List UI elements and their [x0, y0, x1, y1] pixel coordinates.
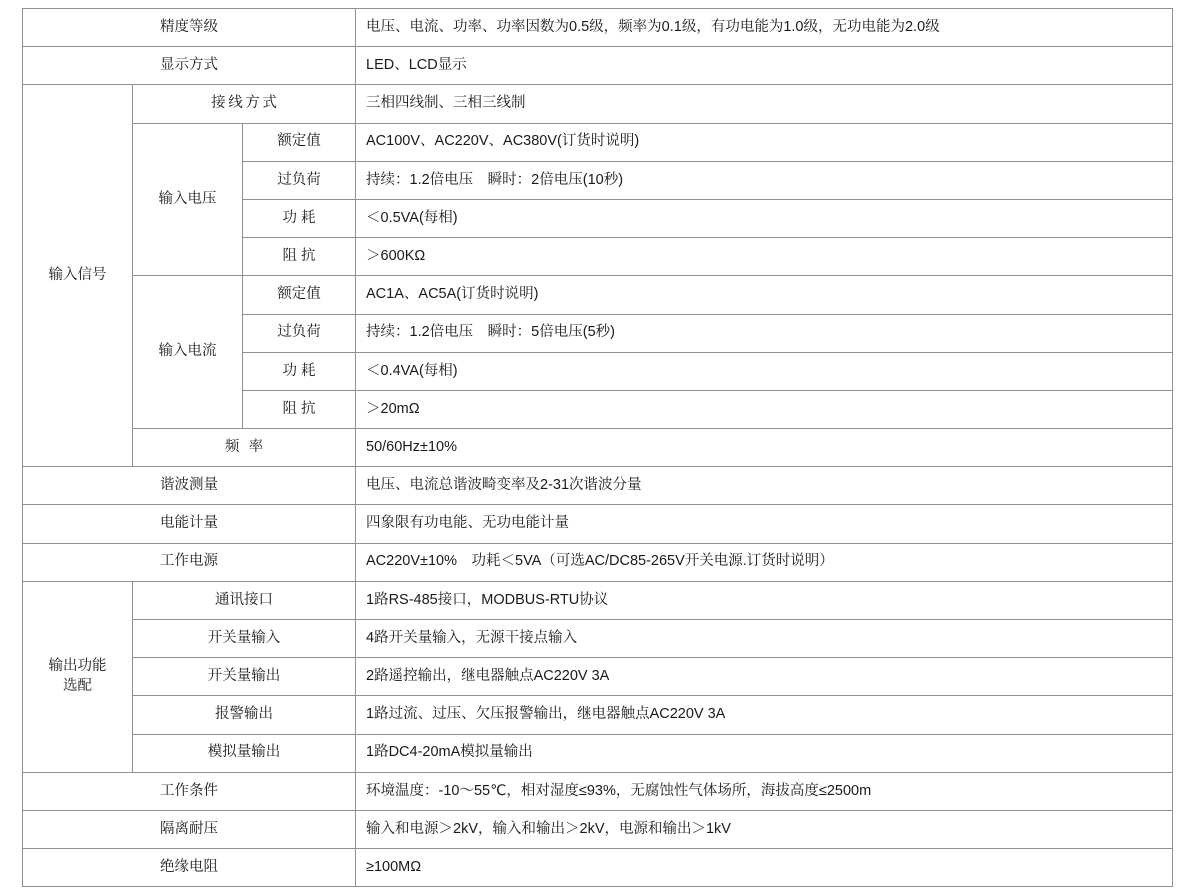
row-value: AC220V±10% 功耗＜5VA（可选AC/DC85-265V开关电源.订货时说明）	[356, 543, 1173, 581]
table-row	[23, 467, 1173, 505]
row-label: 电能计量	[23, 505, 356, 543]
table-row	[23, 276, 1173, 314]
row-value: 1路过流、过压、欠压报警输出，继电器触点AC220V 3A	[356, 696, 1173, 734]
row-value: 4路开关量输入，无源干接点输入	[356, 620, 1173, 658]
row-label: 接线方式	[133, 85, 356, 123]
row-value: 持续：1.2倍电压 瞬时：2倍电压(10秒)	[356, 161, 1173, 199]
row-label: 模拟量输出	[133, 734, 356, 772]
row-label: 开关量输出	[133, 658, 356, 696]
specification-table-body	[23, 9, 1173, 887]
row-label: 阻 抗	[243, 238, 356, 276]
row-label: 功 耗	[243, 352, 356, 390]
row-value: 50/60Hz±10%	[356, 429, 1173, 467]
row-value: ＜0.4VA(每相)	[356, 352, 1173, 390]
row-value: AC1A、AC5A(订货时说明)	[356, 276, 1173, 314]
table-row	[23, 123, 1173, 161]
row-label: 功 耗	[243, 199, 356, 237]
row-label: 谐波测量	[23, 467, 356, 505]
row-value: 电压、电流、功率、功率因数为0.5级，频率为0.1级，有功电能为1.0级，无功电能为2.0级	[356, 9, 1173, 47]
row-value: 三相四线制、三相三线制	[356, 85, 1173, 123]
row-label: 额定值	[243, 123, 356, 161]
table-row	[23, 620, 1173, 658]
row-label: 绝缘电阻	[23, 849, 356, 887]
row-value: 1路RS-485接口，MODBUS-RTU协议	[356, 581, 1173, 619]
row-value: ＞600KΩ	[356, 238, 1173, 276]
table-row	[23, 658, 1173, 696]
group-label-input-signal: 输入信号	[23, 85, 133, 467]
row-value: LED、LCD显示	[356, 47, 1173, 85]
row-label: 工作条件	[23, 772, 356, 810]
row-label: 精度等级	[23, 9, 356, 47]
row-value: 电压、电流总谐波畸变率及2-31次谐波分量	[356, 467, 1173, 505]
row-value: ≥100MΩ	[356, 849, 1173, 887]
row-label: 开关量输入	[133, 620, 356, 658]
specification-table	[22, 8, 1173, 887]
row-label: 过负荷	[243, 314, 356, 352]
row-label: 阻 抗	[243, 390, 356, 428]
table-row	[23, 543, 1173, 581]
row-label: 过负荷	[243, 161, 356, 199]
table-row	[23, 47, 1173, 85]
table-row	[23, 772, 1173, 810]
table-row	[23, 581, 1173, 619]
row-label: 工作电源	[23, 543, 356, 581]
row-label: 额定值	[243, 276, 356, 314]
group-label-output-function: 输出功能 选配	[23, 581, 133, 772]
sub-label-input-current: 输入电流	[133, 276, 243, 429]
row-label: 显示方式	[23, 47, 356, 85]
table-row	[23, 810, 1173, 848]
row-label: 隔离耐压	[23, 810, 356, 848]
table-row	[23, 85, 1173, 123]
row-value: 1路DC4-20mA模拟量输出	[356, 734, 1173, 772]
row-label: 频 率	[133, 429, 356, 467]
row-value: 2路遥控输出，继电器触点AC220V 3A	[356, 658, 1173, 696]
row-value: 环境温度：-10～55℃，相对湿度≤93%，无腐蚀性气体场所，海拔高度≤2500m	[356, 772, 1173, 810]
row-value: AC100V、AC220V、AC380V(订货时说明)	[356, 123, 1173, 161]
table-row	[23, 696, 1173, 734]
table-row	[23, 9, 1173, 47]
row-label: 报警输出	[133, 696, 356, 734]
table-row	[23, 429, 1173, 467]
table-row	[23, 734, 1173, 772]
row-value: ＜0.5VA(每相)	[356, 199, 1173, 237]
row-value: 输入和电源＞2kV，输入和输出＞2kV，电源和输出＞1kV	[356, 810, 1173, 848]
row-value: 持续：1.2倍电压 瞬时：5倍电压(5秒)	[356, 314, 1173, 352]
row-label: 通讯接口	[133, 581, 356, 619]
table-row	[23, 849, 1173, 887]
row-value: ＞20mΩ	[356, 390, 1173, 428]
row-value: 四象限有功电能、无功电能计量	[356, 505, 1173, 543]
table-row	[23, 505, 1173, 543]
sub-label-input-voltage: 输入电压	[133, 123, 243, 276]
